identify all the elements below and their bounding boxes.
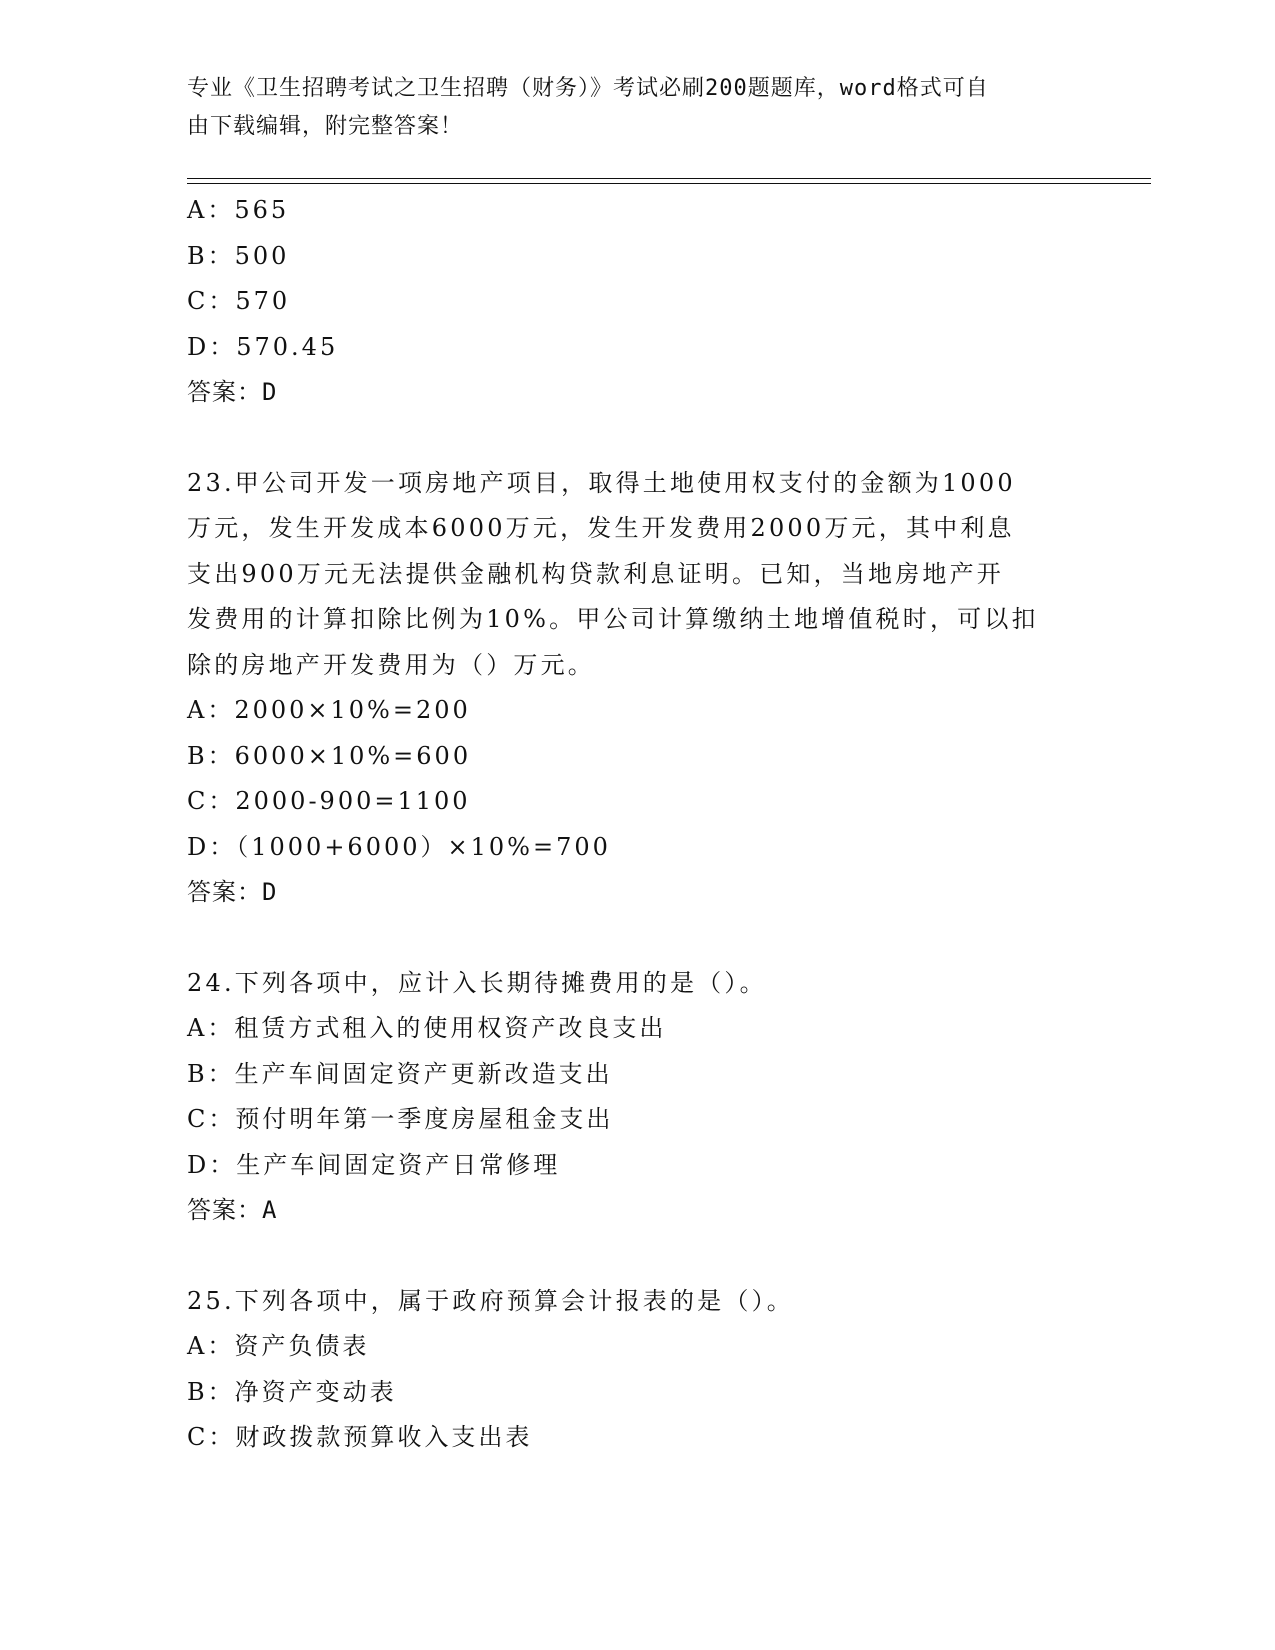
option-c: C：2000-900=1100 [187,787,471,815]
option-a: A：565 [187,196,290,224]
document-header [187,70,1067,146]
question-23 [187,461,1087,916]
option-a: A：资产负债表 [187,1332,370,1360]
option-b: B：净资产变动表 [187,1377,397,1406]
option-a: A：2000×10%=200 [187,696,471,724]
answer-line: 答案：D [187,378,278,406]
spacer [187,916,1087,961]
question-25 [187,1279,1087,1461]
option-c: C：570 [187,287,291,315]
option-b: B：500 [187,241,290,270]
header-divider-bottom [187,183,1151,184]
stem-line: 23.甲公司开发一项房地产项目，取得土地使用权支付的金额为1000 [187,468,1016,497]
question-stem [187,961,1087,1007]
stem-line: 发费用的计算扣除比例为10%。甲公司计算缴纳土地增值税时，可以扣 [187,605,1039,633]
answer-line: 答案：D [187,878,278,906]
header-divider-top [187,178,1151,179]
option-c: C：预付明年第一季度房屋租金支出 [187,1105,614,1133]
option-a: A：租赁方式租入的使用权资产改良支出 [187,1014,667,1042]
option-b: B：生产车间固定资产更新改造支出 [187,1059,613,1088]
stem-line: 除的房地产开发费用为（）万元。 [187,650,595,679]
option-c: C：财政拨款预算收入支出表 [187,1423,533,1451]
stem-line: 25.下列各项中，属于政府预算会计报表的是（）。 [187,1286,794,1315]
option-d: D：570.45 [187,332,339,361]
stem-line: 24.下列各项中，应计入长期待摊费用的是（）。 [187,968,767,997]
spacer [187,416,1087,461]
question-24 [187,961,1087,1234]
question-stem [187,461,1087,689]
stem-line: 万元，发生开发成本6000万元，发生开发费用2000万元，其中利息 [187,514,1015,542]
option-d: D：生产车间固定资产日常修理 [187,1150,561,1179]
question-stem [187,1279,1087,1325]
header-line-1: 专业《卫生招聘考试之卫生招聘（财务）》考试必刷200题题库，word格式可自 [187,76,989,101]
option-b: B：6000×10%=600 [187,741,472,770]
answer-line: 答案：A [187,1196,278,1224]
option-d: D：（1000+6000）×10%=700 [187,832,611,861]
prev-question-block [187,188,1087,416]
header-line-2: 由下载编辑，附完整答案！ [187,114,464,139]
question-list [187,188,1087,1461]
spacer [187,1234,1087,1279]
stem-line: 支出900万元无法提供金融机构贷款利息证明。已知，当地房地产开 [187,559,1005,588]
